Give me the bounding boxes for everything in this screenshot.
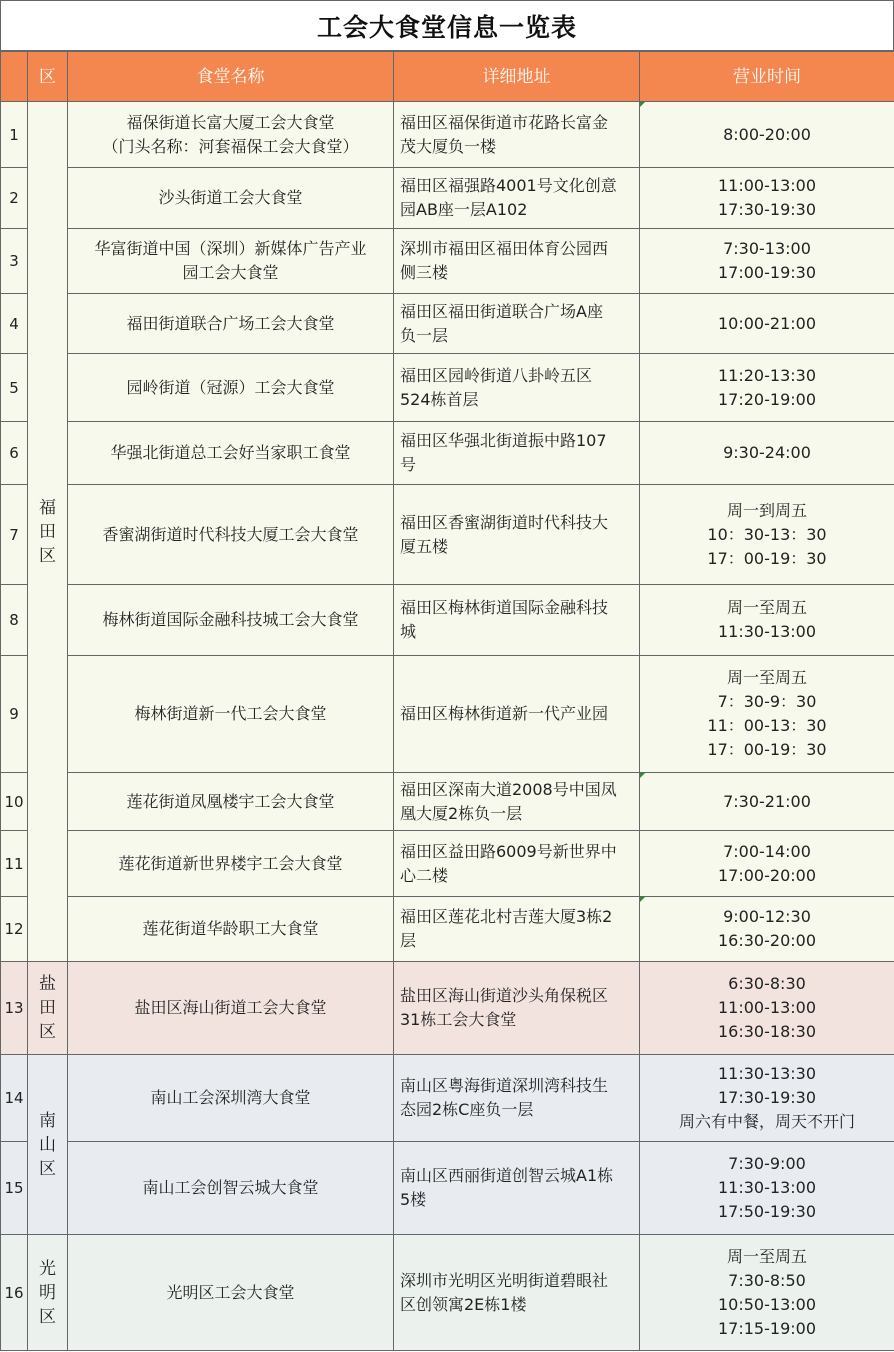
row-index: 4 — [1, 294, 28, 354]
header-district: 区 — [28, 52, 68, 102]
canteen-hours-line: 11:20-13:30 — [718, 365, 816, 385]
canteen-address — [394, 168, 640, 229]
canteen-address-line: 福田区福强路4001号文化创意 — [400, 176, 617, 195]
table-row — [1, 102, 894, 168]
canteen-name — [68, 897, 394, 962]
canteen-address-line: 深圳市福田区福田体育公园西 — [400, 239, 609, 258]
row-index: 10 — [1, 773, 28, 831]
canteen-hours — [640, 294, 894, 354]
row-index: 14 — [1, 1055, 28, 1142]
row-index: 7 — [1, 485, 28, 585]
canteen-address-line: 负一层 — [400, 325, 449, 345]
district-cell-nanshan — [28, 1055, 68, 1235]
canteen-name — [68, 773, 394, 831]
canteen-hours — [640, 354, 894, 422]
row-index: 6 — [1, 422, 28, 485]
canteen-hours-line: 周一至周五 — [726, 598, 807, 617]
canteen-hours-line: 17：00-19：30 — [707, 548, 827, 568]
canteen-name — [68, 656, 394, 773]
canteen-name-line: 莲花街道凤凰楼宇工会大食堂 — [126, 791, 335, 811]
canteen-hours — [640, 962, 894, 1055]
canteen-name — [68, 229, 394, 294]
canteen-address — [394, 585, 640, 656]
canteen-address-line: 福田区香蜜湖街道时代科技大 — [400, 512, 609, 532]
canteen-address — [394, 102, 640, 168]
canteen-name-line: （门头名称：河套福保工会大食堂） — [102, 136, 359, 156]
canteen-name-line: 福保街道长富大厦工会大食堂 — [126, 112, 335, 132]
table-row — [1, 168, 894, 229]
district-label: 福田区 — [39, 497, 56, 566]
canteen-address-line: 层 — [400, 931, 417, 950]
canteen-address-line: 侧三楼 — [400, 263, 449, 282]
canteen-address-line: 福田区福田街道联合广场A座 — [400, 301, 603, 321]
canteen-name — [68, 354, 394, 422]
table-row — [1, 962, 894, 1055]
row-index: 5 — [1, 354, 28, 422]
canteen-hours-line: 10:50-13:00 — [718, 1294, 816, 1314]
canteen-address — [394, 422, 640, 485]
canteen-address-line: 南山区西丽街道创智云城A1栋 — [400, 1166, 614, 1185]
canteen-address — [394, 831, 640, 897]
canteen-address-line: 福田区梅林街道国际金融科技 — [400, 598, 609, 617]
canteen-hours-line: 17:15-19:00 — [718, 1318, 816, 1338]
canteen-hours-line: 10：30-13：30 — [707, 524, 827, 544]
canteen-name-line: 园工会大食堂 — [182, 263, 279, 282]
canteen-address-line: 福田区园岭街道八卦岭五区 — [400, 365, 593, 385]
canteen-name-line: 华强北街道总工会好当家职工食堂 — [110, 443, 351, 462]
canteen-name — [68, 1142, 394, 1235]
table-row — [1, 422, 894, 485]
canteen-address — [394, 1142, 640, 1235]
canteen-address — [394, 485, 640, 585]
row-index: 16 — [1, 1235, 28, 1351]
canteen-address-line: 31栋工会大食堂 — [400, 1010, 517, 1029]
district-label: 光明区 — [39, 1258, 56, 1327]
canteen-hours-line: 17:00-20:00 — [718, 865, 816, 885]
canteen-name-line: 华富街道中国（深圳）新媒体广告产业 — [94, 239, 367, 258]
canteen-hours-line: 11:30-13:00 — [718, 1178, 816, 1197]
canteen-hours — [640, 422, 894, 485]
table-body — [1, 102, 894, 1351]
canteen-address-line: 厦五楼 — [400, 536, 449, 556]
canteen-address-line: 心二楼 — [400, 865, 449, 885]
canteen-hours — [640, 585, 894, 656]
canteen-name-line: 梅林街道新一代工会大食堂 — [134, 704, 327, 723]
canteen-name — [68, 1235, 394, 1351]
canteen-name — [68, 168, 394, 229]
canteen-address-line: 福田区益田路6009号新世界中 — [400, 841, 617, 861]
canteen-name-line: 盐田区海山街道工会大食堂 — [134, 998, 327, 1017]
canteen-hours-line: 11:30-13:00 — [718, 622, 816, 641]
canteen-name — [68, 294, 394, 354]
canteen-hours-line: 9:00-12:30 — [723, 907, 811, 926]
canteen-hours-line: 17:00-19:30 — [718, 263, 816, 282]
canteen-address-line: 城 — [400, 622, 417, 641]
table-row — [1, 897, 894, 962]
canteen-address-line: 茂大厦负一楼 — [400, 136, 497, 156]
canteen-table — [0, 51, 894, 1351]
canteen-name-line: 福田街道联合广场工会大食堂 — [126, 313, 335, 333]
canteen-hours-line: 16:30-18:30 — [718, 1022, 816, 1041]
canteen-name-line: 莲花街道华龄职工大食堂 — [142, 919, 319, 938]
canteen-address — [394, 1235, 640, 1351]
canteen-hours-line: 7:30-13:00 — [723, 239, 811, 258]
canteen-address-line: 福田区华强北街道振中路107 — [400, 431, 607, 450]
canteen-hours-line: 11：00-13：30 — [707, 716, 827, 735]
table-row — [1, 1055, 894, 1142]
canteen-hours — [640, 1055, 894, 1142]
canteen-address-line: 深圳市光明区光明街道碧眼社 — [400, 1270, 609, 1290]
canteen-name — [68, 831, 394, 897]
canteen-name-line: 香蜜湖街道时代科技大厦工会大食堂 — [102, 524, 359, 544]
table-row — [1, 656, 894, 773]
canteen-address — [394, 962, 640, 1055]
canteen-name — [68, 102, 394, 168]
canteen-hours-line: 7:30-8:50 — [728, 1270, 806, 1290]
canteen-hours-line: 11:00-13:00 — [718, 176, 816, 195]
canteen-name — [68, 585, 394, 656]
table-row — [1, 354, 894, 422]
canteen-name-line: 园岭街道（冠源）工会大食堂 — [126, 377, 335, 397]
row-index: 13 — [1, 962, 28, 1055]
canteen-address — [394, 354, 640, 422]
canteen-hours — [640, 168, 894, 229]
canteen-hours — [640, 897, 894, 962]
canteen-hours-line: 7:30-21:00 — [723, 791, 811, 811]
district-cell-futian — [28, 102, 68, 962]
canteen-hours — [640, 229, 894, 294]
canteen-address-line: 南山区粤海街道深圳湾科技生 — [400, 1076, 609, 1095]
canteen-address — [394, 773, 640, 831]
canteen-address-line: 5楼 — [400, 1190, 427, 1209]
canteen-address-line: 福田区梅林街道新一代产业园 — [400, 704, 609, 723]
row-index: 2 — [1, 168, 28, 229]
table-row — [1, 485, 894, 585]
canteen-address-line: 园AB座一层A102 — [400, 200, 528, 219]
canteen-hours-line: 周一至周五 — [726, 668, 807, 687]
canteen-hours-line: 周一到周五 — [726, 500, 807, 520]
canteen-address — [394, 1055, 640, 1142]
canteen-address — [394, 897, 640, 962]
table-row — [1, 773, 894, 831]
row-index: 3 — [1, 229, 28, 294]
row-index: 12 — [1, 897, 28, 962]
canteen-hours-line: 17:30-19:30 — [718, 1088, 816, 1107]
canteen-address-line: 态园2栋C座负一层 — [400, 1100, 534, 1119]
canteen-address-line: 524栋首层 — [400, 389, 479, 409]
header-address: 详细地址 — [394, 52, 640, 102]
table-row — [1, 1142, 894, 1235]
row-index: 9 — [1, 656, 28, 773]
district-label: 盐田区 — [39, 974, 56, 1042]
canteen-address — [394, 656, 640, 773]
canteen-address — [394, 229, 640, 294]
header-name: 食堂名称 — [68, 52, 394, 102]
canteen-hours — [640, 102, 894, 168]
canteen-hours-line: 17：00-19：30 — [707, 740, 827, 759]
sheet-title: 工会大食堂信息一览表 — [0, 0, 894, 51]
table-row — [1, 831, 894, 897]
canteen-address-line: 区创领寓2E栋1楼 — [400, 1294, 527, 1314]
district-cell-guangming — [28, 1235, 68, 1351]
canteen-hours-line: 7:00-14:00 — [723, 841, 811, 861]
table-row — [1, 229, 894, 294]
canteen-hours-line: 16:30-20:00 — [718, 931, 816, 950]
canteen-hours-line: 17:30-19:30 — [718, 200, 816, 219]
canteen-hours — [640, 1235, 894, 1351]
table-row — [1, 1235, 894, 1351]
row-index: 11 — [1, 831, 28, 897]
canteen-hours — [640, 773, 894, 831]
canteen-hours-line: 9:30-24:00 — [723, 443, 811, 462]
canteen-hours-line: 17:20-19:00 — [718, 389, 816, 409]
table-row — [1, 585, 894, 656]
canteen-hours-line: 7：30-9：30 — [717, 692, 817, 711]
canteen-address — [394, 294, 640, 354]
canteen-name-line: 梅林街道国际金融科技城工会大食堂 — [102, 610, 359, 629]
header-hours: 营业时间 — [640, 52, 894, 102]
canteen-hours-line: 11:30-13:30 — [718, 1064, 816, 1083]
canteen-address-line: 福田区福保街道市花路长富金 — [400, 112, 609, 132]
canteen-name-line: 南山工会创智云城大食堂 — [142, 1178, 319, 1197]
row-index: 1 — [1, 102, 28, 168]
canteen-hours — [640, 831, 894, 897]
canteen-hours-line: 6:30-8:30 — [728, 974, 806, 993]
district-cell-yantian — [28, 962, 68, 1055]
canteen-name — [68, 1055, 394, 1142]
canteen-hours — [640, 656, 894, 773]
canteen-hours-line: 周一至周五 — [726, 1246, 807, 1266]
canteen-name-line: 光明区工会大食堂 — [166, 1282, 295, 1302]
canteen-address-line: 号 — [400, 455, 417, 474]
row-index: 8 — [1, 585, 28, 656]
header-index — [1, 52, 28, 102]
canteen-hours-line: 8:00-20:00 — [723, 124, 811, 144]
table-row — [1, 294, 894, 354]
canteen-address-line: 凰大厦2栋负一层 — [400, 803, 523, 823]
canteen-hours — [640, 1142, 894, 1235]
row-index: 15 — [1, 1142, 28, 1235]
canteen-hours-line: 周六有中餐，周天不开门 — [678, 1112, 855, 1131]
canteen-hours-line: 11:00-13:00 — [718, 998, 816, 1017]
canteen-hours-line: 17:50-19:30 — [718, 1202, 816, 1221]
canteen-address-line: 盐田区海山街道沙头角保税区 — [400, 986, 609, 1005]
canteen-hours-line: 10:00-21:00 — [718, 313, 816, 333]
canteen-name-line: 南山工会深圳湾大食堂 — [150, 1088, 311, 1107]
canteen-hours-line: 7:30-9:00 — [728, 1154, 806, 1173]
canteen-name-line: 莲花街道新世界楼宇工会大食堂 — [118, 853, 343, 873]
canteen-name-line: 沙头街道工会大食堂 — [158, 188, 303, 207]
header-row — [1, 52, 894, 102]
district-label: 南山区 — [39, 1110, 56, 1179]
canteen-name — [68, 485, 394, 585]
canteen-name — [68, 422, 394, 485]
canteen-address-line: 福田区莲花北村吉莲大厦3栋2 — [400, 907, 613, 926]
canteen-address-line: 福田区深南大道2008号中国凤 — [400, 779, 617, 799]
canteen-hours — [640, 485, 894, 585]
canteen-name — [68, 962, 394, 1055]
